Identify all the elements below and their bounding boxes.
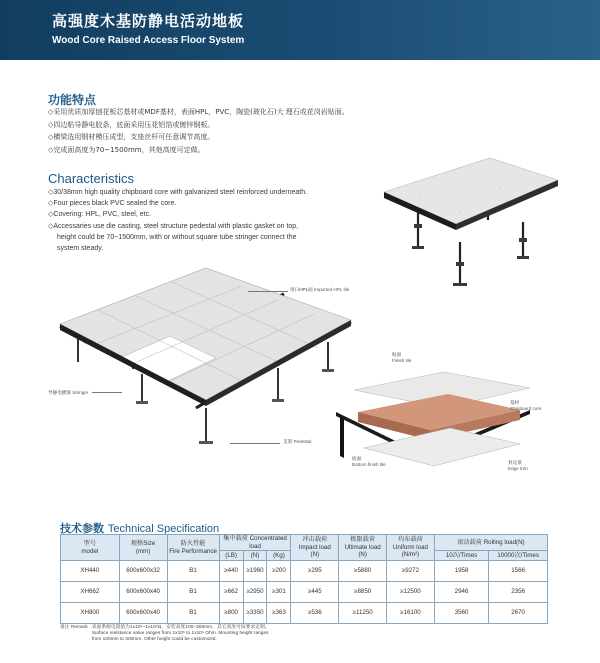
callout-stringer-zh: 导静电横梁 (48, 390, 71, 395)
th-ultimate: 极限载荷 Ultimate load (N) (339, 535, 387, 561)
single-panel-illustration (380, 150, 570, 295)
callout-finish-tile (392, 352, 411, 363)
cell-size: 600x600x32 (119, 561, 167, 582)
callout-pedestal-en: Pedestal (293, 439, 312, 444)
cell-rolling-10000: 1566 (489, 561, 548, 582)
cell-conc-n: ≥1960 (243, 561, 267, 582)
page-title-en: Wood Core Raised Access Floor System (52, 35, 245, 46)
cell-rolling-10: 2946 (434, 582, 488, 603)
remark-line-en-2: from 100mm to 300mm. Other height could be customized. (91, 637, 217, 642)
callout-pedestal (283, 439, 311, 445)
feature-zh-item: ◇采用优质加厚刨花板芯基材或MDF基材，表面HPL，PVC，陶瓷(玻化石)大 理石或花岗岩贴面。 (48, 108, 349, 116)
cell-conc-lb: ≥440 (219, 561, 243, 582)
callout-bottom-tile (352, 456, 386, 467)
cell-conc-n: ≥3350 (243, 603, 267, 624)
callout-bottom-tile-en: Bottom finish tile (352, 462, 386, 467)
remark-line-zh: 表面系统电阻值为1x10⁶~1x10⁹Ω，安装高度100~300mm，其它高度可按要求定制。 (91, 625, 270, 630)
callout-chipboard-en: Chipboard core (510, 406, 542, 411)
cell-conc-lb: ≥662 (219, 582, 243, 603)
table-row (61, 603, 548, 624)
cell-conc-kg: ≥200 (267, 561, 291, 582)
th-uniform: 均布载荷 Uniform load (N/m²) (387, 535, 435, 561)
feature-zh-item: ◇完成面高度为70~1500mm，其他高度可定做。 (48, 145, 205, 154)
spec-table (60, 534, 548, 624)
callout-hpl-tile (290, 287, 349, 293)
features-zh-list (48, 106, 349, 156)
features-en-title: Characteristics (48, 171, 134, 186)
stringer-leader (92, 392, 122, 393)
cell-fire: B1 (167, 603, 219, 624)
feature-zh-item: ◇横梁选用钢材模压成型，支座丝杆可任意调节高度。 (48, 133, 215, 141)
cell-rolling-10: 1958 (434, 561, 488, 582)
remark-line-en-1: Surface resistance value ranges from 1x10⁶ to 1x10⁹ Ohm. Mounting height ranges (91, 631, 269, 636)
cell-ultimate: ≥8850 (339, 582, 387, 603)
cell-rolling-10000: 2670 (489, 603, 548, 624)
page-title-zh: 高强度木基防静电活动地板 (52, 12, 245, 30)
callout-edge-trim (508, 460, 528, 471)
features-zh-title: 功能特点 (48, 93, 97, 107)
cell-conc-kg: ≥301 (267, 582, 291, 603)
th-conc-lb: (LB) (219, 551, 243, 561)
callout-stringer (48, 390, 88, 396)
table-row (61, 582, 548, 603)
cell-fire: B1 (167, 561, 219, 582)
th-conc-kg: (Kg) (267, 551, 291, 561)
cell-model: XH440 (61, 561, 120, 582)
feature-en-item-continued: system steady. (57, 245, 104, 253)
feature-en-item: ◇Covering: HPL, PVC, steel, etc. (48, 211, 152, 219)
callout-hpl-tile-zh: 进口HPL面 (290, 287, 313, 292)
pedestal-leader (230, 443, 280, 444)
th-model: 型号 model (61, 535, 120, 561)
remark-label: 备注 Remark (60, 625, 88, 630)
th-conc-n: (N) (243, 551, 267, 561)
th-concentrated: 集中载荷 Concentrated load (219, 535, 291, 551)
cell-conc-n: ≥2950 (243, 582, 267, 603)
cell-uniform: ≥9272 (387, 561, 435, 582)
cell-size: 600x600x40 (119, 582, 167, 603)
cell-model: XH800 (61, 603, 120, 624)
feature-en-item-continued: height could be 70~1500mm, with or without square tube stringer connect the (57, 233, 297, 241)
feature-en-item: ◇30/38mm high quality chipboard core with galvanized steel reinforced underneath. (48, 189, 308, 196)
spec-title-en: Technical Specification (107, 523, 220, 535)
cell-uniform: ≥12500 (387, 582, 435, 603)
th-fire: 防火性能 Fire Performance (167, 535, 219, 561)
cell-impact: ≥295 (291, 561, 339, 582)
remark (60, 625, 270, 643)
cell-impact: ≥536 (291, 603, 339, 624)
spec-title-zh: 技术参数 (60, 522, 104, 535)
th-rolling-10: 10次/Times (434, 551, 488, 561)
th-size: 规格Size (mm) (119, 535, 167, 561)
callout-edge-trim-en: Edge trim (508, 466, 528, 471)
cell-conc-lb: ≥800 (219, 603, 243, 624)
callout-chipboard (510, 400, 541, 411)
cell-rolling-10: 3560 (434, 603, 488, 624)
cell-ultimate: ≥5880 (339, 561, 387, 582)
header-banner (0, 0, 600, 60)
th-impact: 冲击载荷 Impact load (N) (291, 535, 339, 561)
cell-ultimate: ≥11250 (339, 603, 387, 624)
cell-fire: B1 (167, 582, 219, 603)
callout-finish-tile-en: Finish tile (392, 358, 412, 363)
feature-en-item: ◇Four pieces black PVC sealed the core. (48, 200, 177, 208)
hpl-tile-leader (248, 291, 288, 292)
callout-chipboard-zh: 基材 (510, 400, 520, 405)
feature-zh-item: ◇四边粘导静电胶条，底面采用压花铝箔或镀锌钢板。 (48, 120, 215, 129)
cell-rolling-10000: 2356 (489, 582, 548, 603)
cell-uniform: ≥16100 (387, 603, 435, 624)
callout-finish-tile-zh: 贴面 (392, 352, 402, 357)
feature-en-item: ◇Accessaries use die casting, steel structure pedestal with plastic gasket on top, (48, 222, 299, 230)
th-rolling-10000: 10000次/Times (489, 551, 548, 561)
callout-stringer-en: Stringer (72, 390, 89, 395)
cell-model: XH662 (61, 582, 120, 603)
callout-bottom-tile-zh: 底面 (352, 456, 362, 461)
cell-size: 600x600x40 (119, 603, 167, 624)
table-row (61, 561, 548, 582)
features-en-list (48, 187, 307, 254)
callout-edge-trim-zh: 封边条 (508, 460, 522, 465)
callout-pedestal-zh: 支架 (283, 439, 293, 444)
cell-impact: ≥445 (291, 582, 339, 603)
th-rolling: 滚动载荷 Rolling load(N) (434, 535, 547, 551)
callout-hpl-tile-en: Imported HPL tile (314, 287, 350, 292)
cell-conc-kg: ≥363 (267, 603, 291, 624)
